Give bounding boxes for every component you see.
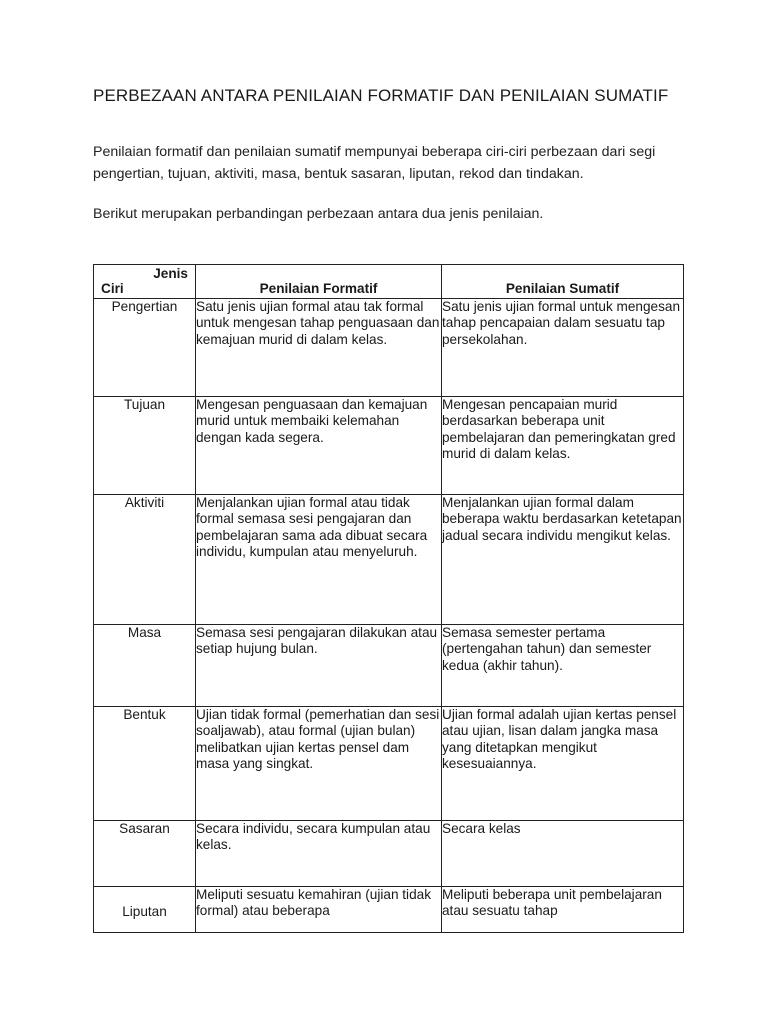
formatif-cell: Secara individu, secara kumpulan atau kelas. <box>196 821 442 887</box>
table-row <box>94 495 684 625</box>
row-label: Tujuan <box>94 397 196 495</box>
sumatif-cell: Menjalankan ujian formal dalam beberapa waktu berdasarkan ketetapan jadual secara individu mengikut kelas. <box>442 495 684 625</box>
row-label: Liputan <box>94 887 196 933</box>
row-label: Pengertian <box>94 299 196 397</box>
corner-header-cell <box>94 265 196 299</box>
formatif-cell: Mengesan penguasaan dan kemajuan murid untuk membaiki kelemahan dengan kada segera. <box>196 397 442 495</box>
row-label: Bentuk <box>94 707 196 821</box>
sumatif-cell: Meliputi beberapa unit pembelajaran atau sesuatu tahap <box>442 887 684 933</box>
row-label: Sasaran <box>94 821 196 887</box>
formatif-cell: Semasa sesi pengajaran dilakukan atau setiap hujung bulan. <box>196 625 442 707</box>
corner-label-ciri: Ciri <box>101 281 124 296</box>
document-title: PERBEZAAN ANTARA PENILAIAN FORMATIF DAN PENILAIAN SUMATIF <box>93 86 669 105</box>
row-label: Aktiviti <box>94 495 196 625</box>
table-row <box>94 887 684 933</box>
table-row <box>94 625 684 707</box>
table-row <box>94 397 684 495</box>
intro-paragraph: Penilaian formatif dan penilaian sumatif mempunyai beberapa ciri-ciri perbezaan dari segi pengertian, tujuan, aktiviti, masa, bentuk sasaran, liputan, rekod dan tindakan. <box>93 144 656 182</box>
header-sumatif: Penilaian Sumatif <box>442 265 684 299</box>
sumatif-cell: Semasa semester pertama (pertengahan tahun) dan semester kedua (akhir tahun). <box>442 625 684 707</box>
lead-paragraph: Berikut merupakan perbandingan perbezaan antara dua jenis penilaian. <box>93 206 544 222</box>
sumatif-cell: Secara kelas <box>442 821 684 887</box>
formatif-cell: Menjalankan ujian formal atau tidak formal semasa sesi pengajaran dan pembelajaran sama ada dibuat secara individu, kumpulan atau menyeluruh. <box>196 495 442 625</box>
row-label: Masa <box>94 625 196 707</box>
sumatif-cell: Mengesan pencapaian murid berdasarkan beberapa unit pembelajaran dan pemeringkatan gred murid di dalam kelas. <box>442 397 684 495</box>
sumatif-cell: Ujian formal adalah ujian kertas pensel atau ujian, lisan dalam jangka masa yang ditetapkan mengikut kesesuaiannya. <box>442 707 684 821</box>
table-row <box>94 707 684 821</box>
formatif-cell: Meliputi sesuatu kemahiran (ujian tidak formal) atau beberapa <box>196 887 442 933</box>
header-formatif: Penilaian Formatif <box>196 265 442 299</box>
sumatif-cell: Satu jenis ujian formal untuk mengesan tahap pencapaian dalam sesuatu tap persekolahan. <box>442 299 684 397</box>
corner-label-jenis: Jenis <box>153 266 188 281</box>
formatif-cell: Ujian tidak formal (pemerhatian dan sesi soaljawab), atau formal (ujian bulan) melibatkan ujian kertas pensel dam masa yang singkat. <box>196 707 442 821</box>
formatif-cell: Satu jenis ujian formal atau tak formal untuk mengesan tahap penguasaan dan kemajuan murid di dalam kelas. <box>196 299 442 397</box>
comparison-table <box>93 264 684 933</box>
table-row <box>94 299 684 397</box>
table-header-row <box>94 265 684 299</box>
table-row <box>94 821 684 887</box>
